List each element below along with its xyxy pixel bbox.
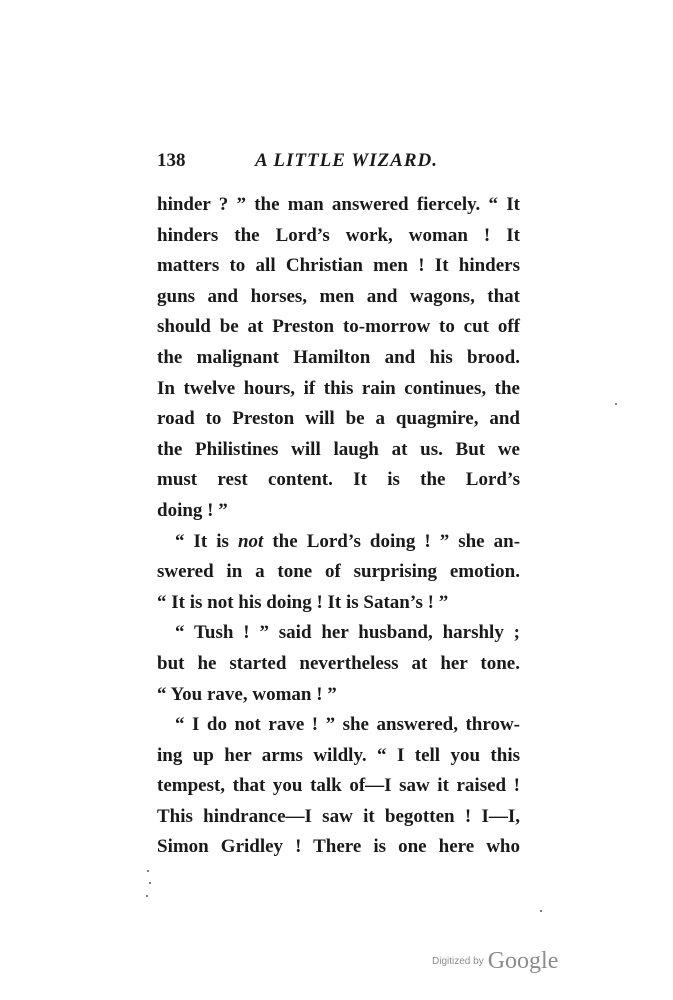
scan-speck [615, 403, 617, 405]
text-segment: the Lord’s doing ! ” she an- [272, 530, 521, 552]
text-line: Simon Gridley ! There is one here who [157, 836, 520, 858]
watermark-prefix: Digitized by [432, 956, 484, 967]
scan-speck [149, 882, 151, 884]
text-line: guns and horses, men and wagons, that [157, 285, 520, 307]
text-line: “ You rave, woman ! ” [157, 683, 337, 705]
digitized-watermark [432, 948, 558, 975]
page-number: 138 [157, 150, 186, 171]
page-header [157, 150, 517, 180]
body-text [157, 190, 520, 863]
scan-speck [147, 870, 149, 872]
text-line: must rest content. It is the Lord’s [157, 469, 520, 491]
text-line: should be at Preston to-morrow to cut off [157, 316, 520, 338]
text-line: In twelve hours, if this rain continues, the [157, 377, 520, 399]
text-line: matters to all Christian men ! It hinders [157, 255, 520, 277]
text-line: the Philistines will laugh at us. But we [157, 438, 520, 460]
scan-speck [540, 910, 542, 912]
text-line: This hindrance—I saw it begotten ! I—I, [157, 805, 520, 827]
text-line: doing ! ” [157, 499, 228, 521]
running-title: A LITTLE WIZARD. [255, 150, 438, 171]
text-line: the malignant Hamilton and his brood. [157, 346, 520, 368]
text-line: swered in a tone of surprising emotion. [157, 561, 520, 583]
text-line: road to Preston will be a quagmire, and [157, 408, 520, 430]
text-segment: “ It is [175, 530, 229, 552]
emphasis: not [237, 530, 264, 552]
text-line: ing up her arms wildly. “ I tell you this [157, 744, 520, 766]
text-line: “ I do not rave ! ” she answered, throw- [175, 714, 520, 736]
text-line: hinder ? ” the man answered fiercely. “ It [157, 194, 520, 215]
text-line: hinders the Lord’s work, woman ! It [157, 224, 520, 246]
scan-speck [146, 895, 148, 897]
text-line: “ Tush ! ” said her husband, harshly ; [175, 622, 520, 644]
text-line: tempest, that you talk of—I saw it raised ! [157, 775, 520, 797]
google-logo: Google [487, 948, 559, 974]
text-line [157, 527, 520, 558]
text-line: but he started nevertheless at her tone. [157, 652, 520, 674]
text-line: “ It is not his doing ! It is Satan’s ! ” [157, 591, 449, 613]
